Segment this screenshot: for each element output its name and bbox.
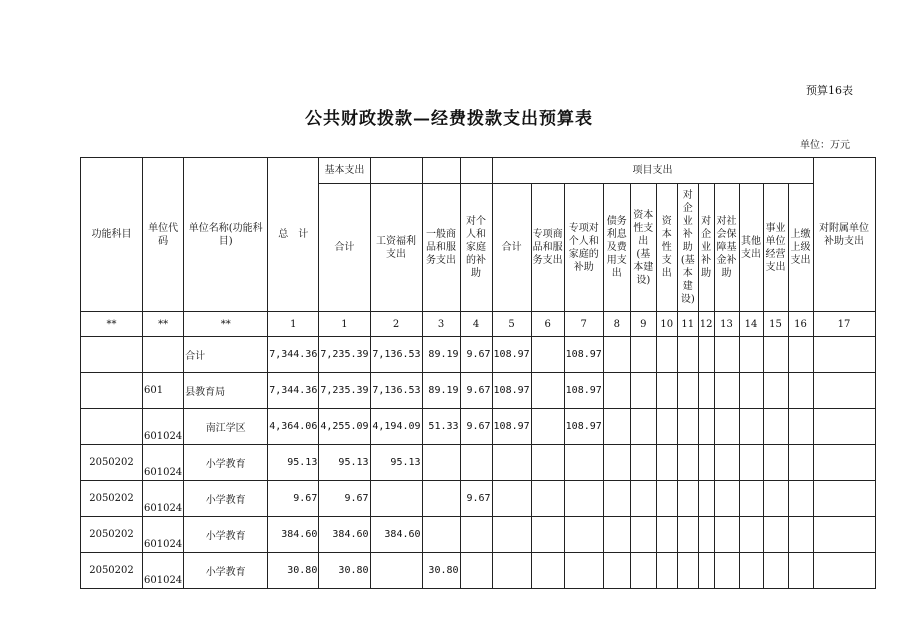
header-ent-build: 对企业补助(基本建设)	[677, 184, 698, 312]
budget-table	[80, 157, 876, 589]
header-personal: 对个人和家庭的补助	[460, 184, 492, 312]
page-title: 公共财政拨款—经费拨款支出预算表	[305, 109, 593, 129]
table-row: 601024 南江学区 4,364.06 4,255.09 4,194.09 51.33 9.67 108.97 108.97	[81, 409, 876, 445]
header-unit-name: 单位名称(功能科目)	[184, 158, 268, 312]
header-debt: 债务利息及费用支出	[603, 184, 630, 312]
header-wage: 工资福利支出	[370, 184, 422, 312]
header-goods: 一般商品和服务支出	[422, 184, 460, 312]
index-row: ** ** ** 1 1 2 3 4 5 6 7 8 9 10 11 12 13 14 15 16 17	[81, 312, 876, 337]
header-proj-goods: 专项商品和服务支出	[531, 184, 564, 312]
table-row: 2050202 601024 小学教育 384.60 384.60 384.60	[81, 517, 876, 553]
table-row: 2050202 601024 小学教育 9.67 9.67 9.67	[81, 481, 876, 517]
table-row: 2050202 601024 小学教育 30.80 30.80 30.80	[81, 553, 876, 589]
header-sub: 对附属单位补助支出	[813, 158, 875, 312]
header-basic: 基本支出	[319, 158, 370, 184]
unit-label: 单位：万元	[800, 140, 850, 151]
header-basic-total: 合计	[319, 184, 370, 312]
header-other: 其他支出	[739, 184, 763, 312]
header-total: 总 计	[268, 158, 319, 312]
header-unit-code: 单位代码	[143, 158, 184, 312]
table-number: 预算16表	[806, 84, 853, 97]
header-func: 功能科目	[81, 158, 143, 312]
table-row: 2050202 601024 小学教育 95.13 95.13 95.13	[81, 445, 876, 481]
header-social: 对社会保障基金补助	[714, 184, 739, 312]
header-upper: 上缴上级支出	[788, 184, 813, 312]
table-row: 合计 7,344.36 7,235.39 7,136.53 89.19 9.67 108.97 108.97	[81, 337, 876, 373]
header-biz: 事业单位经营支出	[763, 184, 788, 312]
header-proj-personal: 专项对个人和家庭的补助	[564, 184, 603, 312]
header-capital: 资本性支出	[656, 184, 677, 312]
table-row: 601 县教育局 7,344.36 7,235.39 7,136.53 89.19 9.67 108.97 108.97	[81, 373, 876, 409]
header-capital-build: 资本性支出(基本建设)	[630, 184, 656, 312]
header-project: 项目支出	[492, 158, 813, 184]
header-ent: 对企业补助	[698, 184, 714, 312]
header-proj-total: 合计	[492, 184, 531, 312]
